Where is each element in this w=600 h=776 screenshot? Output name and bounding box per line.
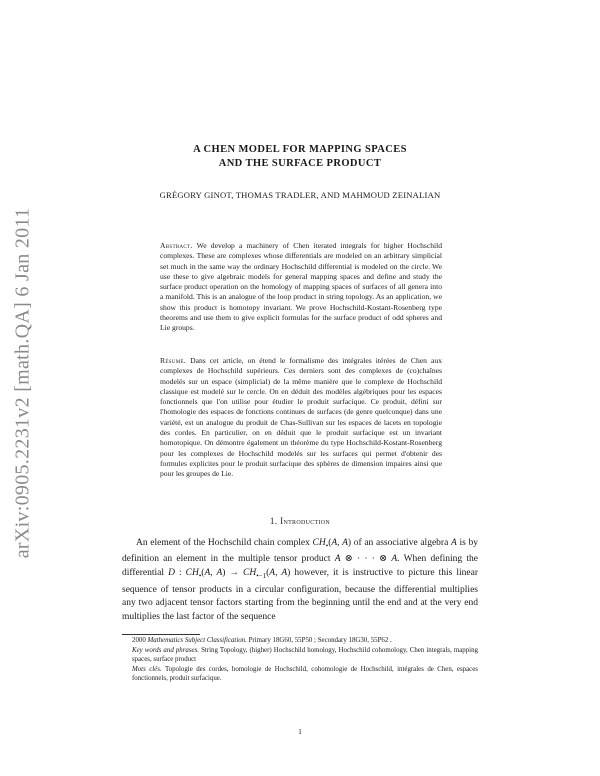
intro-text-1: An element of the Hochschild chain complex	[136, 538, 313, 548]
introduction-paragraph: An element of the Hochschild chain complex $CH_•(A$, A) of an associative algebra A is by definition an element in the multiple tensor product A ⊗ · · · ⊗ A. When defining the differential D : $CH_•(A$, $A) \to CH_{•-1}(A$, A) however, it is instructive to picture this linear sequence of tensor products in a circular configuration, because the differential multiplies any two adjacent tensor factors starting from the beginning until the end and at the very end multiplies the last factor of the sequence	[122, 538, 479, 622]
intro-text-3: is by definition an element in the multiple tensor product	[122, 538, 479, 565]
footnote-motscles-label: Mots clés.	[132, 665, 162, 673]
resume-label: Résumé.	[160, 356, 187, 365]
intro-text-5: however, it is instructive to picture this linear sequence of tensor products in a circular configuration, because the differential multiplies any two adjacent tensor factors starting from the beginning until the end and at the very end multiplies the last factor of the sequence	[122, 568, 479, 622]
page-number: 1	[298, 727, 302, 736]
footnote-keywords-text: String Topology, (higher) Hochschild homology, Hochschild cohomology, Chen integrals, mapping spaces, surface product	[132, 646, 478, 664]
footnote-msc-text: Primary 18G60, 55P50 ; Secondary 18G30, 55P62 .	[248, 637, 392, 644]
resume-text: Dans cet article, on étend le formalisme des intégrales itérées de Chen aux complexes de Hochschild supérieurs. Ces derniers sont des complexes de (co)chaînes modelés sur un espace (simplicial) de la même manière que le complexe de Hochschild classique est modelé sur le cercle. On en déduit des modèles algébriques pour les espaces fonctionnels que l'on utilise pour étudier le produit surfacique. Ce produit, défini sur l'homologie des espaces de fonctions continues de surfaces (de genre quelconque) dans une variété, est un analogue du produit de Chas-Sullivan sur les espaces de lacets en topologie des cordes. En particulier, on en déduit que le produit surfacique est un invariant homotopique. On démontre également un théorème du type Hochschild-Kostant-Rosenberg pour les complexes de Hochschild modelés sur les surfaces qui permet d'obtenir des formules explicites pour le produit surfacique des sphères de dimension impaires ainsi que pour les groupes de Lie.	[160, 356, 442, 479]
math-hochschild-chain: CH	[312, 538, 326, 548]
math-differential: D	[168, 568, 175, 579]
section-number: 1.	[269, 516, 278, 526]
intro-text-2: of an associative algebra	[351, 538, 451, 548]
abstract-label: Abstract.	[160, 241, 193, 250]
footnote-keywords-label: Key words and phrases.	[132, 646, 199, 654]
paper-title-line-1: A CHEN MODEL FOR MAPPING SPACES	[193, 144, 407, 155]
math-algebra-a: A	[450, 538, 457, 548]
math-tensor-product: A	[334, 554, 341, 565]
arxiv-identifier-stamp	[6, 183, 40, 583]
author-list: GRÉGORY GINOT, THOMAS TRADLER, AND MAHMOUD ZEINALIAN	[159, 190, 441, 200]
arxiv-identifier-text: arXiv:0905.2231v2 [math.QA] 6 Jan 2011	[11, 207, 34, 559]
footnote-msc	[122, 636, 478, 684]
section-heading	[150, 516, 450, 526]
abstract-text: We develop a machinery of Chen iterated integrals for higher Hochschild complexes. These are complexes whose differentials are modeled on an arbitrary simplicial set much in the same way the ordinary Hochschild differential is modeled on the circle. We use these to give algebraic models for general mapping spaces and define and study the surface product operation on the homology of mapping spaces of surfaces of all genera into a manifold. This is an analogue of the loop product in string topology. As an application, we show this product is homotopy invariant. We prove Hochschild-Kostant-Rosenberg type theorems and use them to give explicit formulas for the surface product of odd spheres and Lie groups.	[160, 241, 443, 333]
abstract-block	[160, 241, 442, 334]
footnote-motscles-text: Topologie des cordes, homologie de Hochschild, cohomologie de Hochschild, intégrales de Chen, espaces fonctionnels, produit surfacique.	[132, 665, 478, 683]
footnote-msc-year: 2000	[132, 637, 146, 644]
intro-text-4: . When defining the differential	[122, 554, 478, 579]
paper-title	[150, 143, 450, 171]
paper-title-line-2: AND THE SURFACE PRODUCT	[218, 158, 382, 169]
section-title: Introduction	[280, 516, 331, 526]
footnote-msc-label: Mathematics Subject Classification.	[147, 637, 247, 644]
footnote-rule	[122, 634, 200, 635]
resume-block	[160, 356, 442, 480]
